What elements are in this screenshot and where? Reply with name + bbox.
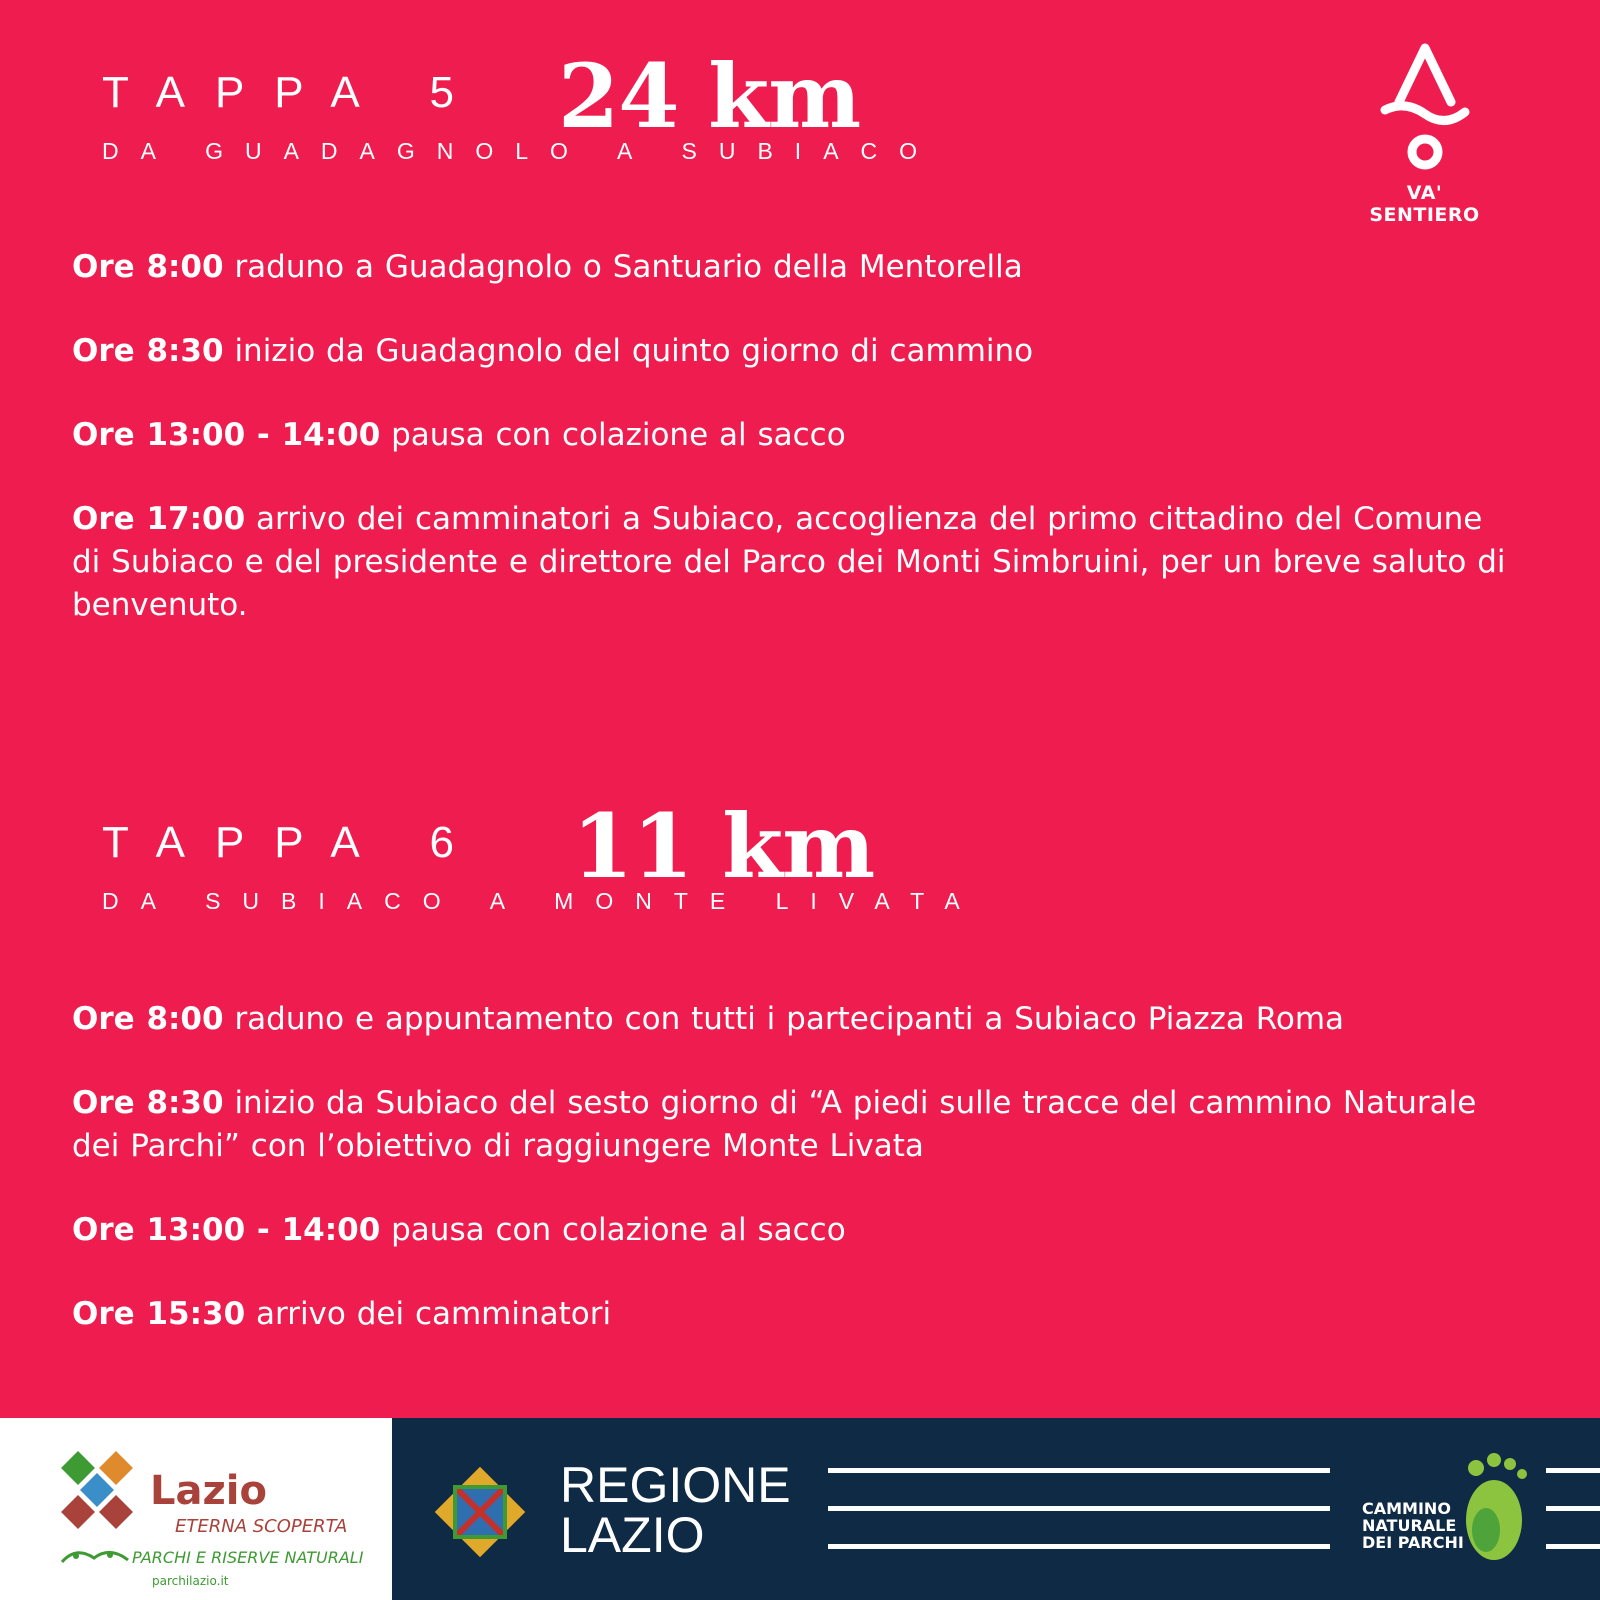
lazio-mosaic-icon xyxy=(58,1448,150,1540)
decorative-line xyxy=(1546,1506,1600,1511)
schedule-item xyxy=(72,1082,1512,1168)
schedule-time: Ore 17:00 xyxy=(72,501,246,537)
schedule-time: Ore 8:00 xyxy=(72,249,224,285)
stage-5-label: TAPPA 5 xyxy=(102,68,485,117)
regione-lazio-band xyxy=(392,1418,1600,1600)
stage-6-schedule xyxy=(72,998,1512,1377)
schedule-text: pausa con colazione al sacco xyxy=(391,417,846,453)
regione-crest-icon xyxy=(430,1462,530,1562)
lazio-wordmark: Lazio xyxy=(150,1468,267,1514)
regione-lazio-wordmark xyxy=(560,1457,791,1563)
schedule-text: pausa con colazione al sacco xyxy=(391,1212,846,1248)
decorative-line xyxy=(1546,1468,1600,1473)
schedule-text: arrivo dei camminatori a Subiaco, accoglienza del primo cittadino del Comune di Subiaco e del presidente e direttore del Parco dei Monti Simbruini, per un breve saluto di benvenuto. xyxy=(72,501,1506,623)
schedule-text: raduno a Guadagnolo o Santuario della Mentorella xyxy=(234,249,1023,285)
schedule-text: arrivo dei camminatori xyxy=(256,1296,612,1332)
stage-5-distance: 24 km xyxy=(558,44,861,148)
schedule-time: Ore 8:00 xyxy=(72,1001,224,1037)
schedule-item xyxy=(72,330,1512,373)
lazio-tagline: ETERNA SCOPERTA xyxy=(175,1516,348,1537)
schedule-item xyxy=(72,498,1512,627)
trail-logo-icon xyxy=(1379,40,1471,170)
regione-line-1: REGIONE xyxy=(560,1457,791,1513)
schedule-text: raduno e appuntamento con tutti i partecipanti a Subiaco Piazza Roma xyxy=(234,1001,1345,1037)
footprint-icon xyxy=(1456,1448,1536,1568)
lazio-parks-logo xyxy=(0,1418,392,1600)
stage-5-route: DA GUADAGNOLO A SUBIACO xyxy=(102,138,940,164)
schedule-text: inizio da Guadagnolo del quinto giorno di cammino xyxy=(234,333,1034,369)
decorative-line xyxy=(828,1506,1330,1511)
stage-6-route: DA SUBIACO A MONTE LIVATA xyxy=(102,888,982,914)
lazio-url: parchilazio.it xyxy=(152,1574,229,1588)
schedule-item xyxy=(72,1293,1512,1336)
footer-logos xyxy=(0,1418,1600,1600)
lazio-parks-label: PARCHI E RISERVE NATURALI xyxy=(132,1548,364,1567)
stage-5-schedule xyxy=(72,246,1512,668)
schedule-item xyxy=(72,414,1512,457)
schedule-time: Ore 8:30 xyxy=(72,1085,224,1121)
schedule-item xyxy=(72,998,1512,1041)
decorative-line xyxy=(828,1468,1330,1473)
decorative-line xyxy=(1546,1544,1600,1549)
schedule-time: Ore 13:00 - 14:00 xyxy=(72,1212,381,1248)
va-sentiero-logo xyxy=(1352,40,1497,226)
cammino-line-2: NATURALE xyxy=(1362,1516,1457,1535)
stage-6-label: TAPPA 6 xyxy=(102,818,485,867)
cammino-line-3: DEI PARCHI xyxy=(1362,1533,1464,1552)
brand-name: VA' SENTIERO xyxy=(1369,182,1480,226)
schedule-time: Ore 8:30 xyxy=(72,333,224,369)
schedule-text: inizio da Subiaco del sesto giorno di “A piedi sulle tracce del cammino Naturale dei Parchi” con l’obiettivo di raggiungere Monte Livata xyxy=(72,1085,1477,1164)
cammino-line-1: CAMMINO xyxy=(1362,1499,1451,1518)
regione-line-2: LAZIO xyxy=(560,1507,705,1563)
decorative-line xyxy=(828,1544,1330,1549)
parks-leaf-icon xyxy=(60,1544,130,1566)
schedule-item xyxy=(72,246,1512,289)
schedule-item xyxy=(72,1209,1512,1252)
stage-6-distance: 11 km xyxy=(572,794,875,898)
schedule-time: Ore 13:00 - 14:00 xyxy=(72,417,381,453)
schedule-time: Ore 15:30 xyxy=(72,1296,246,1332)
cammino-naturale-logo xyxy=(1362,1500,1464,1551)
